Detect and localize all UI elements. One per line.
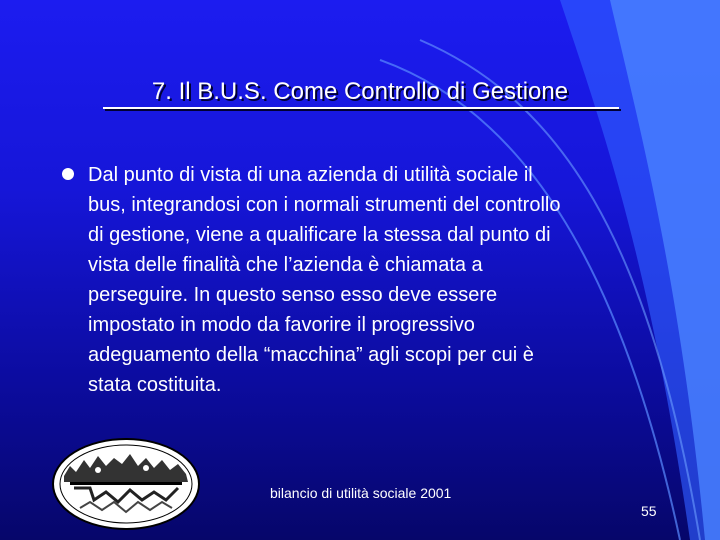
footer-text: bilancio di utilità sociale 2001 — [270, 485, 452, 501]
emblem-logo — [50, 436, 202, 532]
body-line: stata costituita. — [88, 374, 222, 396]
title-underline — [103, 107, 619, 109]
body-line: adeguamento della “macchina” agli scopi per cui è — [88, 344, 534, 366]
body-line: impostato in modo da favorire il progressivo — [88, 314, 475, 336]
body-line: Dal punto di vista di una azienda di utilità sociale il — [88, 164, 533, 186]
body-line: bus, integrandosi con i normali strumenti del controllo — [88, 194, 561, 216]
bullet-dot-icon — [62, 168, 74, 180]
body-line: di gestione, viene a qualificare la stessa dal punto di — [88, 224, 551, 246]
body-line: vista delle finalità che l’azienda è chiamata a — [88, 254, 483, 276]
body-line: perseguire. In questo senso esso deve essere — [88, 284, 498, 306]
slide-title: 7. Il B.U.S. Come Controllo di Gestione — [151, 78, 569, 105]
page-number: 55 — [641, 503, 657, 519]
bullet-paragraph — [88, 160, 663, 400]
